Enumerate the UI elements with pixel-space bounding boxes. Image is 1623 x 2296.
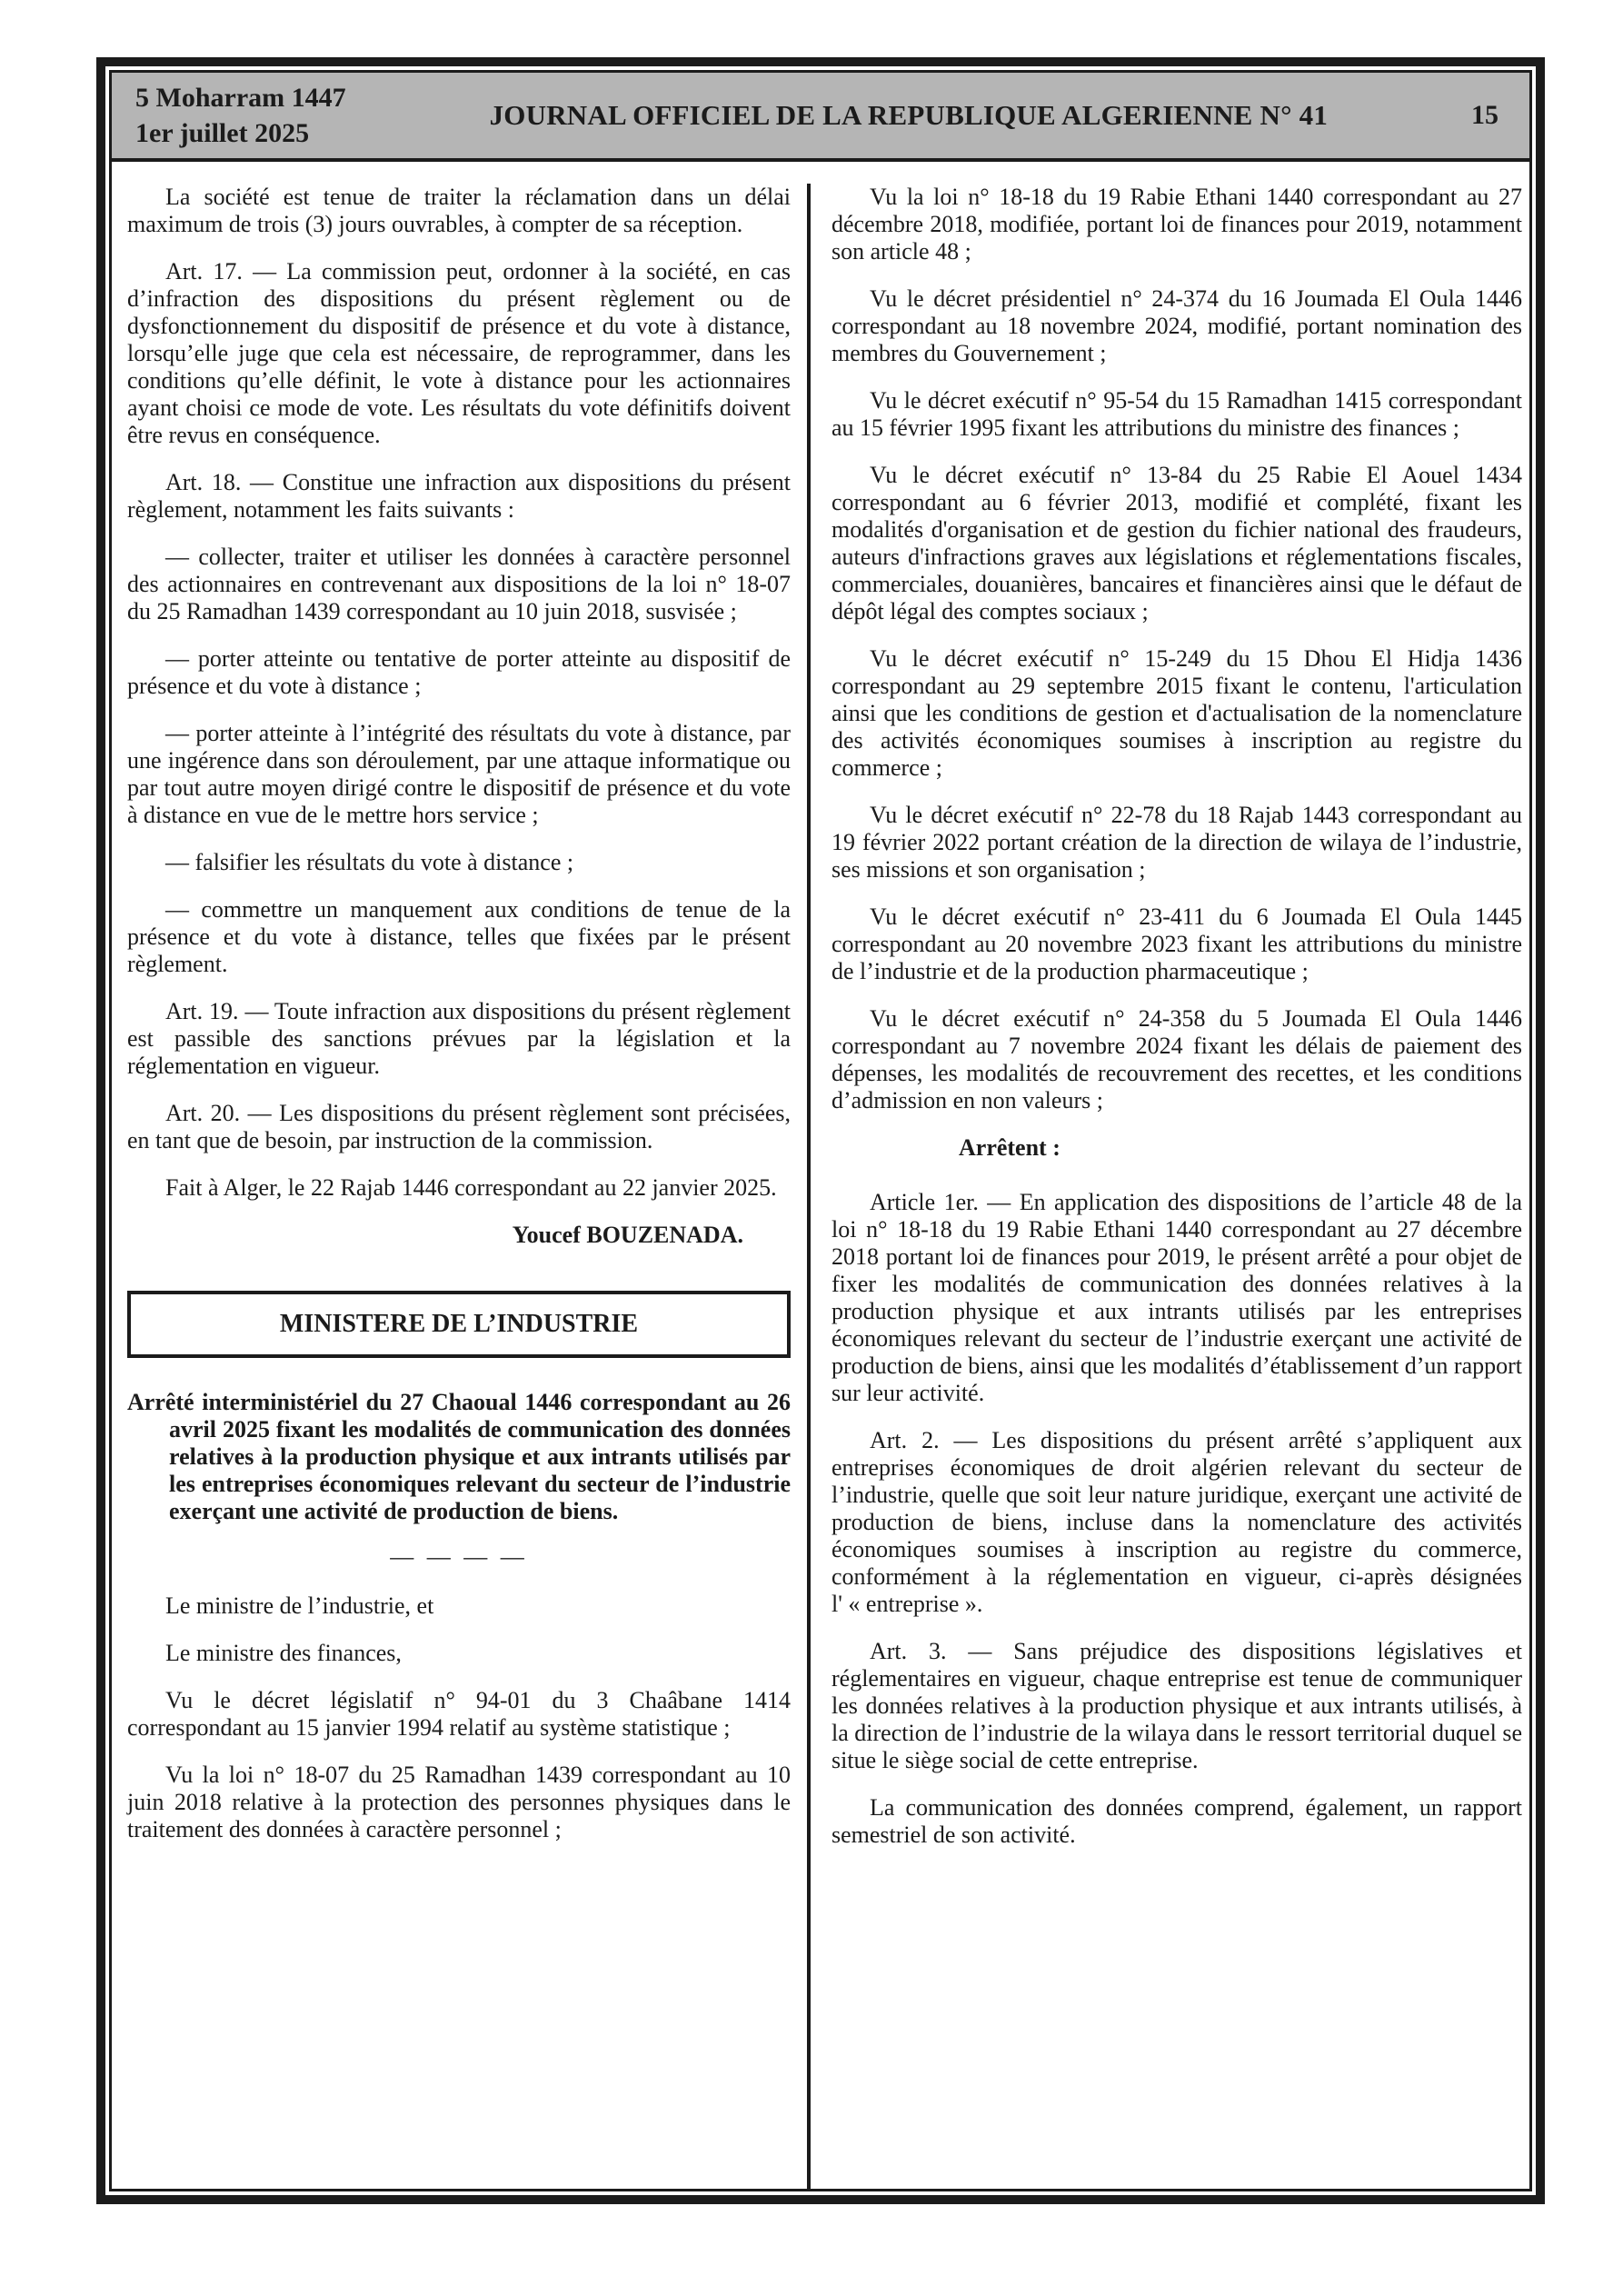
paragraph: Vu le décret exécutif n° 95-54 du 15 Ramadhan 1415 correspondant au 15 février 1995 fixant les attributions du ministre des finances ; [831, 387, 1522, 441]
paragraph: Vu la loi n° 18-07 du 25 Ramadhan 1439 correspondant au 10 juin 2018 relative à la protection des personnes physiques dans le traitement des données à caractère personnel ; [127, 1762, 791, 1842]
journal-title: JOURNAL OFFICIEL DE LA REPUBLIQUE ALGERIENNE N° 41 [489, 99, 1329, 131]
paragraph: La société est tenue de traiter la réclamation dans un délai maximum de trois (3) jours ouvrables, à compter de sa réception. [127, 184, 791, 237]
page-header [112, 73, 1529, 162]
arrete-title: Arrêté interministériel du 27 Chaoual 1446 correspondant au 26 avril 2025 fixant les modalités de communication des données relatives à la production physique et aux intrants utilisés par les entreprises économiques relevant du secteur de l’industrie exerçant une activité de production de biens. [127, 1389, 791, 1524]
paragraph: Art. 20. — Les dispositions du présent règlement sont précisées, en tant que de besoin, par instruction de la commission. [127, 1100, 791, 1153]
paragraph: Le ministre des finances, [165, 1640, 402, 1666]
paragraph: Art. 19. — Toute infraction aux dispositions du présent règlement est passible des sanctions prévues par la législation et la réglementation en vigueur. [127, 998, 791, 1079]
paragraph: Art. 2. — Les dispositions du présent arrêté s’appliquent aux entreprises économiques de droit algérien relevant du secteur de l’industrie, quelle que soit leur nature juridique, exerçant une activité de production de biens, incluse dans la nomenclature des activités économiques soumises à inscription au registre du commerce, conformément à la réglementation en vigueur, ci-après désignées l' « entreprise ». [831, 1427, 1522, 1617]
paragraph: Art. 18. — Constitue une infraction aux dispositions du présent règlement, notamment les faits suivants : [127, 469, 791, 523]
ministry-section-box [127, 1291, 791, 1358]
page-inner-frame [109, 70, 1532, 2191]
arretent-heading: Arrêtent : [959, 1134, 1060, 1161]
page-number: 15 [1471, 100, 1499, 130]
paragraph: Fait à Alger, le 22 Rajab 1446 correspondant au 22 janvier 2025. [165, 1174, 777, 1201]
paragraph: — collecter, traiter et utiliser les données à caractère personnel des actionnaires en contrevenant aux dispositions de la loi n° 18-07 du 25 Ramadhan 1439 correspondant au 10 juin 2018, susvisée ; [127, 544, 791, 624]
paragraph: Vu le décret exécutif n° 22-78 du 18 Rajab 1443 correspondant au 19 février 2022 portant création de la direction de wilaya de l’industrie, ses missions et son organisation ; [831, 802, 1522, 883]
left-column [112, 184, 807, 2189]
paragraph: Vu le décret exécutif n° 23-411 du 6 Joumada El Oula 1445 correspondant au 20 novembre 2023 fixant les attributions du ministre de l’industrie et de la production pharmaceutique ; [831, 903, 1522, 984]
paragraph: Vu le décret législatif n° 94-01 du 3 Chaâbane 1414 correspondant au 15 janvier 1994 relatif au système statistique ; [127, 1687, 791, 1741]
issue-date-gregorian: 1er juillet 2025 [135, 118, 310, 148]
paragraph: Le ministre de l’industrie, et [165, 1592, 434, 1619]
paragraph: Vu le décret exécutif n° 15-249 du 15 Dhou El Hidja 1436 correspondant au 29 septembre 2015 fixant le contenu, l'articulation ainsi que les conditions de gestion et d'actualisation de la nomenclature des activités économiques soumises à inscription au registre du commerce ; [831, 645, 1522, 781]
right-column [811, 184, 1529, 2189]
issue-date [135, 80, 346, 151]
paragraph: La communication des données comprend, également, un rapport semestriel de son activité. [831, 1794, 1522, 1848]
two-column-body [112, 162, 1529, 2189]
paragraph: Art. 17. — La commission peut, ordonner à la société, en cas d’infraction des dispositions du présent règlement ou de dysfonctionnement du dispositif de présence et du vote à distance, lorsqu’elle juge que cela est nécessaire, de reprogrammer, dans les conditions qu’elle définit, le vote à distance pour les actionnaires ayant choisi ce mode de vote. Les résultats du vote définitifs doivent être revus en conséquence. [127, 258, 791, 448]
paragraph: — falsifier les résultats du vote à distance ; [165, 849, 574, 875]
ministry-section-title: MINISTERE DE L’INDUSTRIE [279, 1310, 639, 1338]
section-separator: — — — — [390, 1543, 528, 1570]
paragraph: Vu le décret présidentiel n° 24-374 du 16 Joumada El Oula 1446 correspondant au 18 novembre 2024, modifié, portant nomination des membres du Gouvernement ; [831, 285, 1522, 366]
paragraph: — porter atteinte à l’intégrité des résultats du vote à distance, par une ingérence dans son déroulement, par une attaque informatique ou par tout autre moyen dirigé contre le dispositif de présence et du vote à distance en vue de le mettre hors service ; [127, 720, 791, 828]
paragraph: Art. 3. — Sans préjudice des dispositions législatives et réglementaires en vigueur, chaque entreprise est tenue de communiquer les données relatives à la production physique et aux intrants utilisés, à la direction de l’industrie de la wilaya dans le ressort territorial duquel se situe le siège social de cette entreprise. [831, 1638, 1522, 1773]
paragraph: Vu le décret exécutif n° 24-358 du 5 Joumada El Oula 1446 correspondant au 7 novembre 2024 fixant les délais de paiement des dépenses, les modalités de recouvrement des recettes, et les conditions d’admission en non valeurs ; [831, 1005, 1522, 1113]
issue-date-hijri: 5 Moharram 1447 [135, 83, 346, 113]
paragraph: Vu le décret exécutif n° 13-84 du 25 Rabie El Aouel 1434 correspondant au 6 février 2013, modifié et complété, fixant les modalités d'organisation et de gestion du fichier national des fraudeurs, auteurs d'infractions graves aux législations et réglementations fiscales, commerciales, douanières, bancaires et financières ainsi que le défaut de dépôt légal des comptes sociaux ; [831, 462, 1522, 624]
journal-page [96, 57, 1545, 2204]
paragraph: Vu la loi n° 18-18 du 19 Rabie Ethani 1440 correspondant au 27 décembre 2018, modifiée, portant loi de finances pour 2019, notamment son article 48 ; [831, 184, 1522, 265]
paragraph: Article 1er. — En application des dispositions de l’article 48 de la loi n° 18-18 du 19 Rabie Ethani 1440 correspondant au 27 décembre 2018 portant loi de finances pour 2019, le présent arrêté a pour objet de fixer les modalités de communication des données relatives à la production physique et aux intrants utilisés par les entreprises économiques relevant du secteur de l’industrie exerçant une activité de production de biens, ainsi que les modalités d’établissement d’un rapport sur leur activité. [831, 1189, 1522, 1406]
signature: Youcef BOUZENADA. [512, 1222, 743, 1248]
paragraph: — porter atteinte ou tentative de porter atteinte au dispositif de présence et du vote à distance ; [127, 645, 791, 699]
paragraph: — commettre un manquement aux conditions de tenue de la présence et du vote à distance, telles que fixées par le présent règlement. [127, 896, 791, 977]
